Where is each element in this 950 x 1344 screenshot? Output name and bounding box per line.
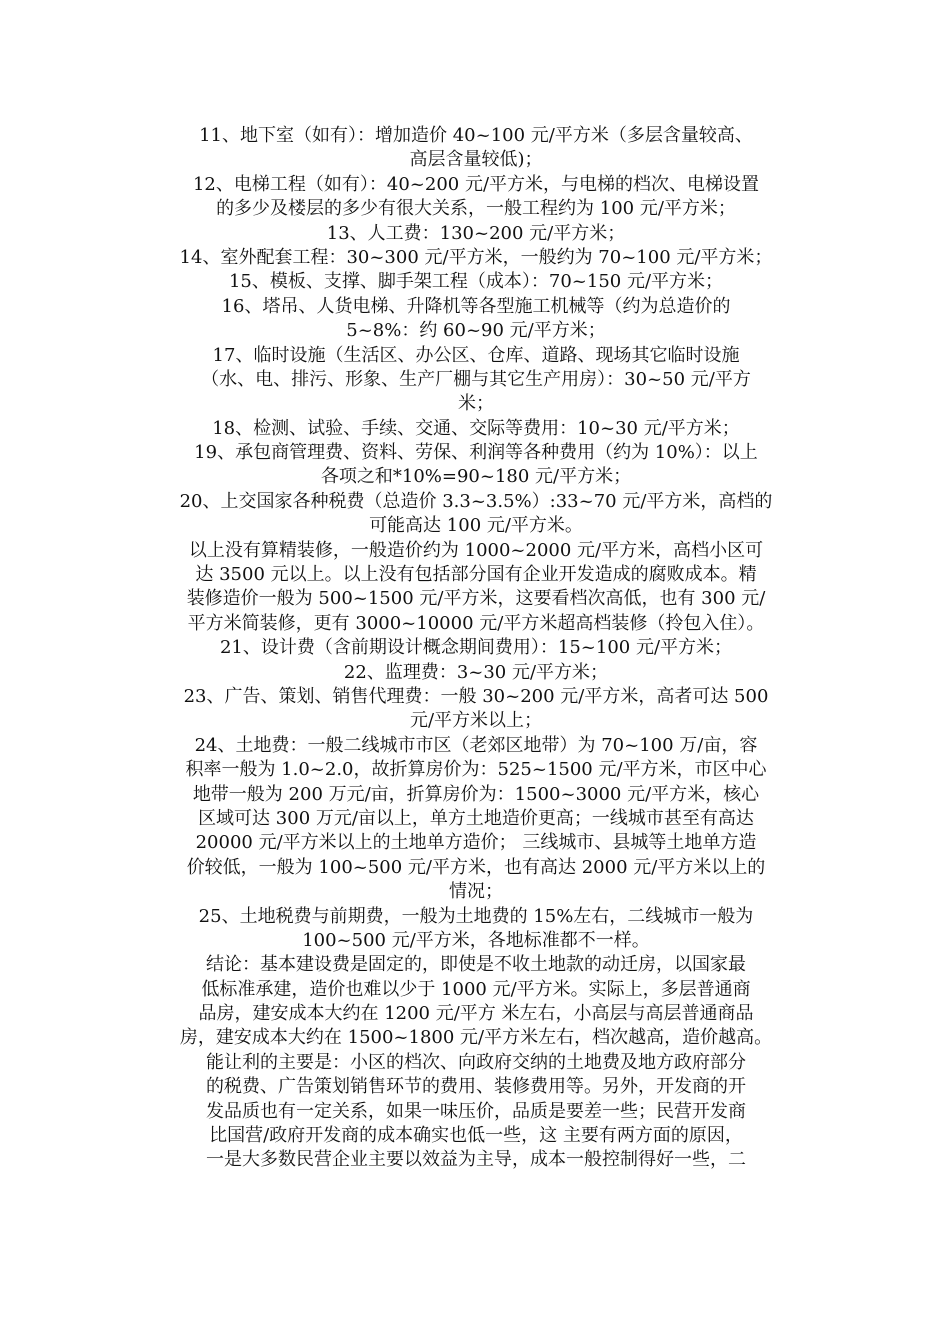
text-line: 20、上交国家各种税费（总造价 3.3~3.5%）:33~70 元/平方米，高档的 <box>179 490 773 512</box>
text-line: 16、塔吊、人货电梯、升降机等各型施工机械等（约为总造价的 <box>221 295 731 317</box>
text-line: 一是大多数民营企业主要以效益为主导，成本一般控制得好一些，二 <box>206 1149 746 1171</box>
text-line: 发品质也有一定关系，如果一味压价，品质是要差一些；民营开发商 <box>206 1100 746 1122</box>
text-line: 12、电梯工程（如有）：40~200 元/平方米，与电梯的档次、电梯设置 <box>192 173 760 195</box>
text-line: 低标准承建，造价也难以少于 1000 元/平方米。实际上，多层普通商 <box>201 978 751 1000</box>
text-line: 21、设计费（含前期设计概念期间费用）：15~100 元/平方米； <box>219 637 733 659</box>
text-line: 14、室外配套工程：30~300 元/平方米，一般约为 70~100 元/平方米； <box>179 246 773 268</box>
text-line: 15、模板、支撑、脚手架工程（成本）：70~150 元/平方米； <box>228 271 724 293</box>
text-line: 的税费、广告策划销售环节的费用、装修费用等。另外，开发商的开 <box>206 1076 746 1098</box>
text-line: 以上没有算精装修，一般造价约为 1000~2000 元/平方米，高档小区可 <box>188 539 764 561</box>
text-line: 19、承包商管理费、资料、劳保、利润等各种费用（约为 10%）：以上 <box>194 442 758 464</box>
text-line: 高层含量较低)； <box>409 149 543 171</box>
text-line: 比国营/政府开发商的成本确实也低一些，这 主要有两方面的原因， <box>209 1125 743 1147</box>
text-line: 地带一般为 200 万元/亩，折算房价为：1500~3000 元/平方米，核心 <box>192 783 760 805</box>
text-line: （水、电、排污、形象、生产厂棚与其它生产用房）：30~50 元/平方 <box>201 368 751 390</box>
text-line: 25、土地税费与前期费，一般为土地费的 15%左右，二线城市一般为 <box>198 905 754 927</box>
text-line: 各项之和*10%=90~180 元/平方米； <box>320 466 632 488</box>
text-line: 可能高达 100 元/平方米。 <box>369 515 583 537</box>
text-line: 情况； <box>449 881 503 903</box>
text-line: 24、土地费：一般二线城市市区（老郊区地带）为 70~100 万/亩，容 <box>194 734 758 756</box>
text-line: 能让利的主要是：小区的档次、向政府交纳的土地费及地方政府部分 <box>206 1051 746 1073</box>
text-line: 米； <box>458 393 494 415</box>
text-line: 100~500 元/平方米，各地标准都不一样。 <box>302 929 650 951</box>
text-line: 平方米简装修，更有 3000~10000 元/平方米超高档装修（拎包入住）。 <box>187 612 765 634</box>
document-body <box>140 124 812 1173</box>
text-line: 达 3500 元以上。以上没有包括部分国有企业开发造成的腐败成本。精 <box>195 564 757 586</box>
text-line: 5~8%：约 60~90 元/平方米； <box>346 320 606 342</box>
text-line: 13、人工费：130~200 元/平方米； <box>326 222 626 244</box>
text-line: 22、监理费：3~30 元/平方米； <box>343 661 609 683</box>
text-line: 房，建安成本大约在 1500~1800 元/平方米左右，档次越高，造价越高。 <box>179 1027 773 1049</box>
text-line: 20000 元/平方米以上的土地单方造价； 三线城市、县城等土地单方造 <box>195 832 757 854</box>
text-line: 价较低，一般为 100~500 元/平方米，也有高达 2000 元/平方米以上的 <box>186 856 766 878</box>
text-line: 元/平方米以上； <box>409 710 543 732</box>
text-line: 积率一般为 1.0~2.0，故折算房价为：525~1500 元/平方米，市区中心 <box>185 759 767 781</box>
text-line: 11、地下室（如有）：增加造价 40~100 元/平方米（多层含量较高、 <box>199 125 753 146</box>
text-line: 23、广告、策划、销售代理费：一般 30~200 元/平方米，高者可达 500 <box>183 685 769 707</box>
text-line: 品房，建安成本大约在 1200 元/平方 米左右，小高层与高层普通商品 <box>198 1003 754 1025</box>
text-line: 17、临时设施（生活区、办公区、仓库、道路、现场其它临时设施 <box>212 344 740 366</box>
text-line: 区域可达 300 万元/亩以上，单方土地造价更高；一线城市甚至有高达 <box>198 807 754 829</box>
text-line: 的多少及楼层的多少有很大关系，一般工程约为 100 元/平方米； <box>216 198 736 220</box>
text-line: 装修造价一般为 500~1500 元/平方米，这要看档次高低，也有 300 元/ <box>186 588 766 610</box>
text-line: 18、检测、试验、手续、交通、交际等费用：10~30 元/平方米； <box>212 417 740 439</box>
text-line: 结论：基本建设费是固定的，即使是不收土地款的动迁房，以国家最 <box>206 954 746 976</box>
